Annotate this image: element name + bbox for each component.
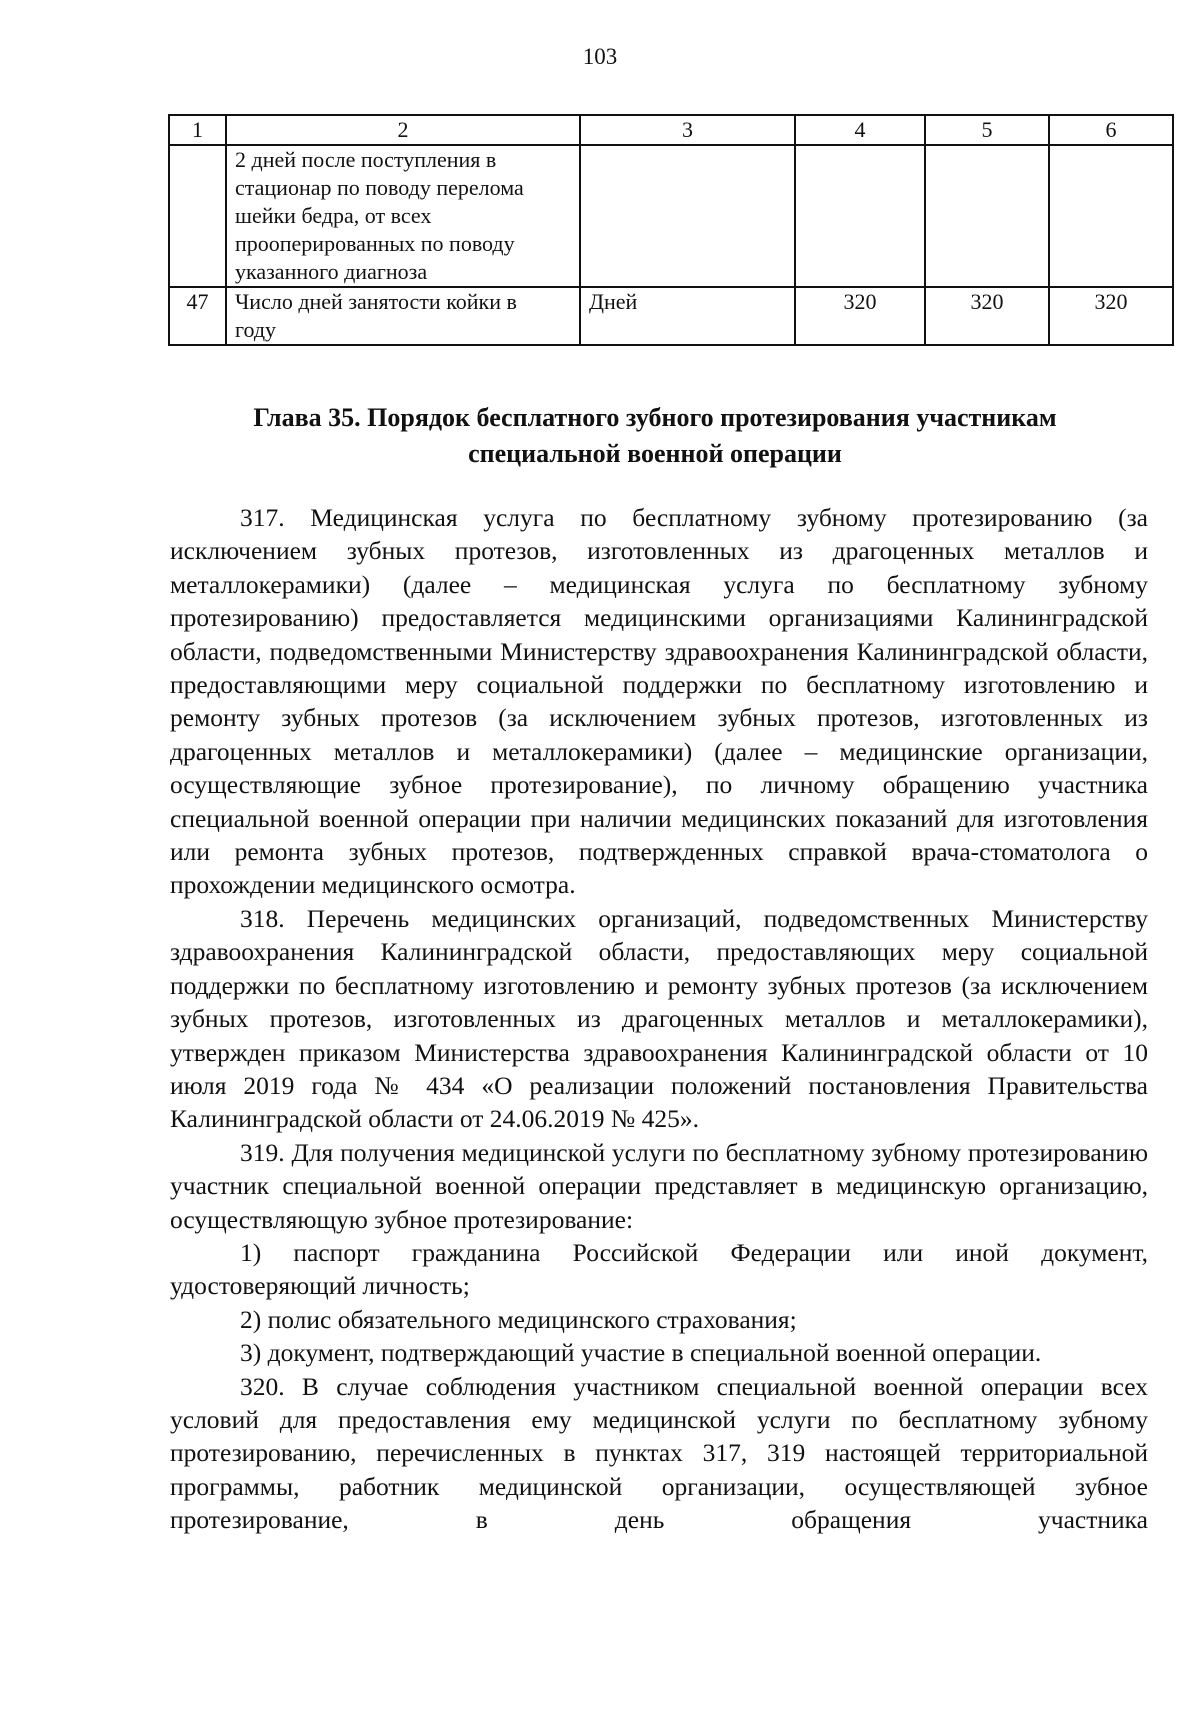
chapter-title-line: Глава 35. Порядок бесплатного зубного протезирования участникам xyxy=(253,403,1057,432)
row-unit xyxy=(580,145,795,287)
table-row xyxy=(169,287,1173,345)
row-number: 47 xyxy=(169,287,226,345)
row-value-3 xyxy=(1049,145,1173,287)
paragraph-318: 318. Перечень медицинских организаций, подведомственных Министерству здравоохранения Калининградской области, предоставляющих меру социальной поддержки по бесплатному изготовлению и ремонту зубных протезов (за исключением зубных протезов, изготовленных из драгоценных металлов и металлокерамики), утвержден приказом Министерства здравоохранения Калининградской области от 10 июля 2019 года № 434 «О реализации положений постановления Правительства Калининградской области от 24.06.2019 № 425». xyxy=(170,903,1148,1134)
row-value-1: 320 xyxy=(795,287,925,345)
chapter-title xyxy=(160,400,1150,472)
table-header-cell: 1 xyxy=(169,115,226,145)
row-value-1 xyxy=(795,145,925,287)
table-header-cell: 4 xyxy=(795,115,925,145)
chapter-title-line: специальной военной операции xyxy=(468,439,842,468)
document-body xyxy=(170,501,1148,1537)
paragraph-317: 317. Медицинская услуга по бесплатному зубному протезированию (за исключением зубных протезов, изготовленных из драгоценных металлов и металлокерамики) (далее – медицинская услуга по бесплатному зубному протезированию) предоставляется медицинскими организациями Калининградской области, подведомственными Министерству здравоохранения Калининградской области, предоставляющими меру социальной поддержки по бесплатному изготовлению и ремонту зубных протезов (за исключением зубных протезов, изготовленных из драгоценных металлов и металлокерамики) (далее – медицинские организации, осуществляющие зубное протезирование), по личному обращению участника специальной военной операции при наличии медицинских показаний для изготовления или ремонта зубных протезов, подтвержденных справкой врача-стоматолога о прохождении медицинского осмотра. xyxy=(170,503,1148,900)
indicators-table xyxy=(168,114,1174,346)
list-item-passport: 1) паспорт гражданина Российской Федерации или иной документ, удостоверяющий личность; xyxy=(170,1237,1148,1301)
row-unit: Дней xyxy=(580,287,795,345)
row-description-line: Число дней занятости койки в xyxy=(235,289,517,314)
table-header-cell: 3 xyxy=(580,115,795,145)
row-description xyxy=(226,287,580,345)
table-row xyxy=(169,145,1173,287)
row-number xyxy=(169,145,226,287)
row-value-3: 320 xyxy=(1049,287,1173,345)
row-description-line: году xyxy=(235,317,277,342)
page-number: 103 xyxy=(582,44,618,69)
row-value-2 xyxy=(925,145,1049,287)
table-header-row xyxy=(169,115,1173,145)
row-description-line: шейки бедра, от всех xyxy=(235,203,432,228)
row-description-line: прооперированных по поводу xyxy=(235,231,515,256)
paragraph-319: 319. Для получения медицинской услуги по бесплатному зубному протезированию участник специальной военной операции представляет в медицинскую организацию, осуществляющую зубное протезирование: xyxy=(170,1137,1148,1234)
row-value-2: 320 xyxy=(925,287,1049,345)
table-header-cell: 2 xyxy=(226,115,580,145)
table-header-cell: 6 xyxy=(1049,115,1173,145)
table-header-cell: 5 xyxy=(925,115,1049,145)
list-item-participation-document: 3) документ, подтверждающий участие в специальной военной операции. xyxy=(240,1338,1042,1368)
row-description-line: 2 дней после поступления в xyxy=(235,147,497,172)
list-item-insurance-policy: 2) полис обязательного медицинского страхования; xyxy=(240,1304,797,1334)
row-description-line: указанного диагноза xyxy=(235,259,428,284)
paragraph-320: 320. В случае соблюдения участником специальной военной операции всех условий для предоставления ему медицинской услуги по бесплатному зубному протезированию, перечисленных в пунктах 317, 319 настоящей территориальной программы, работник медицинской организации, осуществляющей зубное протезирование, в день обращения участника xyxy=(170,1371,1148,1535)
row-description-line: стационар по поводу перелома xyxy=(235,175,524,200)
row-description xyxy=(226,145,580,287)
